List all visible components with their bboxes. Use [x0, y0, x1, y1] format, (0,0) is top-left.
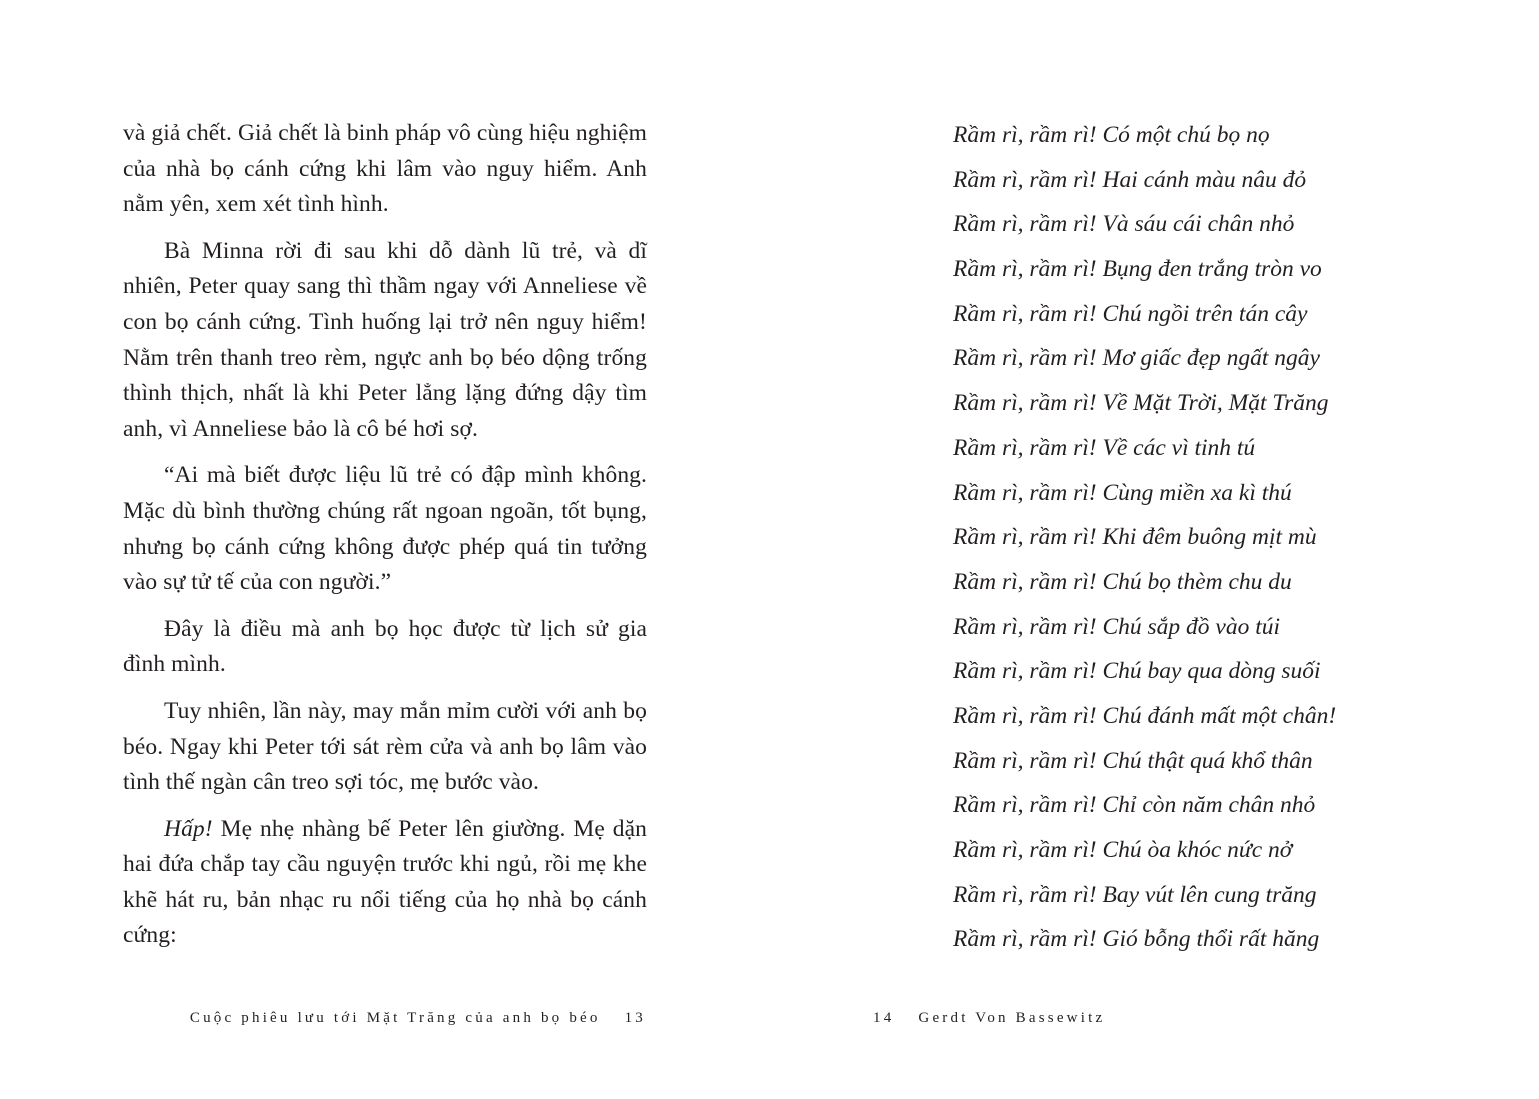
page-number: 13	[624, 1010, 646, 1026]
paragraph: Tuy nhiên, lần này, may mắn mỉm cười với anh bọ béo. Ngay khi Peter tới sát rèm cửa và anh bọ lâm vào tình thế ngàn cân treo sợi tóc, mẹ bước vào.	[123, 697, 647, 796]
paragraph: Bà Minna rời đi sau khi dỗ dành lũ trẻ, và dĩ nhiên, Peter quay sang thì thầm ngay với Anneliese về con bọ cánh cứng. Tình huống lại trở nên nguy hiểm! Nằm trên thanh treo rèm, ngực anh bọ béo dộng trống thình thịch, nhất là khi Peter lẳng lặng đứng dậy tìm anh, vì Anneliese bảo là cô bé hơi sợ.	[123, 237, 647, 442]
paragraph: “Ai mà biết được liệu lũ trẻ có đập mình không. Mặc dù bình thường chúng rất ngoan ngoãn, tốt bụng, nhưng bọ cánh cứng không được phép quá tin tưởng vào sự tử tế của con người.”	[123, 462, 647, 596]
paragraph: Đây là điều mà anh bọ học được từ lịch sử gia đình mình.	[123, 615, 647, 678]
verse-line: Rầm rì, rầm rì! Chú thật quá khổ thân	[953, 747, 1313, 774]
paragraph: và giả chết. Giả chết là binh pháp vô cùng hiệu nghiệm của nhà bọ cánh cứng khi lâm vào nguy hiểm. Anh nằm yên, xem xét tình hình.	[123, 120, 647, 218]
page-number: 14	[873, 1010, 895, 1026]
verse-line: Rầm rì, rầm rì! Về Mặt Trời, Mặt Trăng	[953, 390, 1329, 417]
paragraph-text: Mẹ nhẹ nhàng bế Peter lên giường. Mẹ dặn hai đứa chắp tay cầu nguyện trước khi ngủ, rồi mẹ khe khẽ hát ru, bản nhạc ru nổi tiếng của họ nhà bọ cánh cứng:	[123, 815, 647, 949]
verse-line: Rầm rì, rầm rì! Mơ giấc đẹp ngất ngây	[953, 345, 1320, 372]
paragraph	[123, 812, 647, 954]
verse-line: Rầm rì, rầm rì! Chú bọ thèm chu du	[953, 568, 1292, 595]
book-title: Cuộc phiêu lưu tới Mặt Trăng của anh bọ béo	[189, 1010, 601, 1026]
running-footer-right	[873, 1008, 1105, 1028]
verse-line: Rầm rì, rầm rì! Bay vút lên cung trăng	[953, 881, 1317, 908]
verse-line: Rầm rì, rầm rì! Khi đêm buông mịt mù	[953, 524, 1317, 551]
verse-line: Rầm rì, rầm rì! Về các vì tinh tú	[953, 434, 1256, 461]
verse-line: Rầm rì, rầm rì! Chú sắp đồ vào túi	[953, 613, 1281, 640]
verse-line: Rầm rì, rầm rì! Chú ngồi trên tán cây	[953, 300, 1308, 327]
running-footer-left	[190, 1008, 646, 1028]
verse-line: Rầm rì, rầm rì! Gió bỗng thổi rất hăng	[953, 926, 1320, 953]
emphasis-word: Hấp!	[164, 815, 213, 842]
verse-line: Rầm rì, rầm rì! Có một chú bọ nọ	[953, 122, 1270, 148]
author-name: Gerdt Von Bassewitz	[918, 1010, 1106, 1026]
verse-line: Rầm rì, rầm rì! Chú đánh mất một chân!	[953, 702, 1337, 729]
verse-line: Rầm rì, rầm rì! Bụng đen trắng tròn vo	[953, 256, 1322, 283]
verse-line: Rầm rì, rầm rì! Chú òa khóc nức nở	[953, 837, 1293, 863]
prose-text	[123, 116, 647, 965]
verse-line: Rầm rì, rầm rì! Hai cánh màu nâu đỏ	[953, 166, 1307, 193]
verse-line: Rầm rì, rầm rì! Cùng miền xa kì thú	[953, 479, 1292, 506]
left-page	[0, 0, 769, 1099]
lullaby-verse	[953, 116, 1336, 965]
right-page	[769, 0, 1539, 1099]
verse-line: Rầm rì, rầm rì! Và sáu cái chân nhỏ	[953, 211, 1295, 238]
verse-line: Rầm rì, rầm rì! Chú bay qua dòng suối	[953, 658, 1321, 685]
verse-line: Rầm rì, rầm rì! Chỉ còn năm chân nhỏ	[953, 792, 1316, 819]
